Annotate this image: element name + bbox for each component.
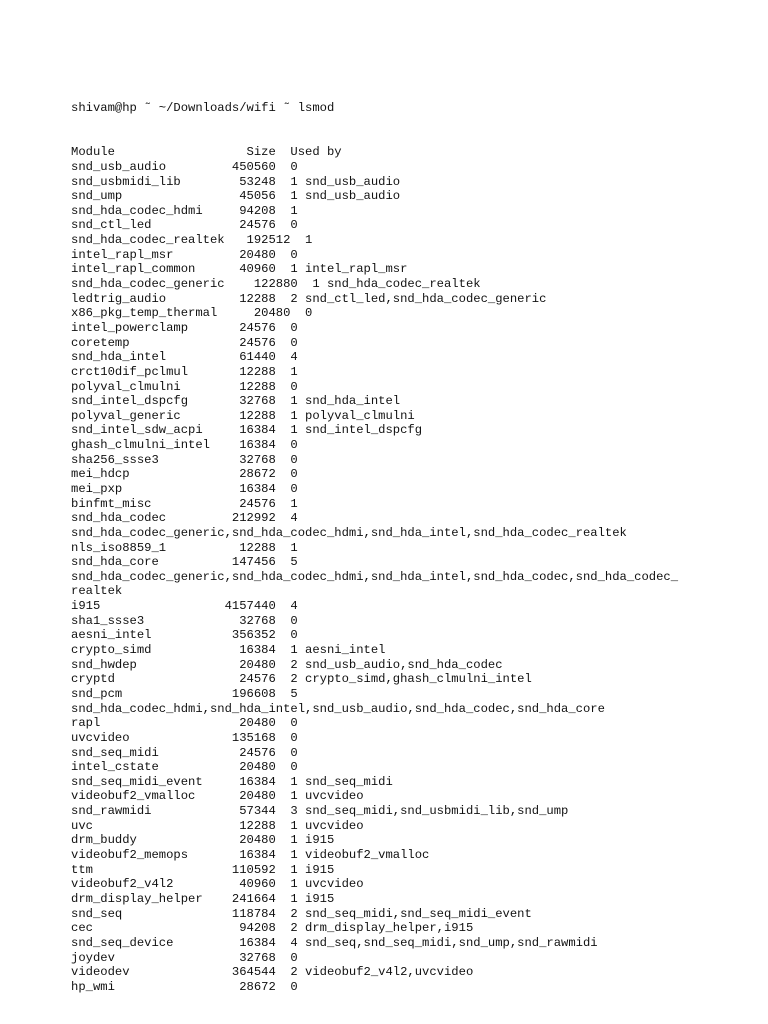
module-line: snd_hda_codec 212992 4 [71,511,298,526]
module-line: ledtrig_audio 12288 2 snd_ctl_led,snd_hda_codec_generic [71,291,547,306]
module-line: mei_hdcp 28672 0 [71,467,298,482]
module-line: aesni_intel 356352 0 [71,628,298,643]
module-line: sha256_ssse3 32768 0 [71,452,298,467]
module-line: snd_intel_dspcfg 32768 1 snd_hda_intel [71,394,401,409]
module-line: snd_hda_codec_hdmi 94208 1 [71,203,298,218]
module-line: snd_hda_codec_realtek 192512 1 [71,233,313,248]
module-line: ghash_clmulni_intel 16384 0 [71,438,298,453]
module-line: snd_hda_codec_hdmi,snd_hda_intel,snd_usb_audio,snd_hda_codec,snd_hda_core [71,701,605,716]
module-line: uvcvideo 135168 0 [71,730,298,745]
module-line: snd_usb_audio 450560 0 [71,159,298,174]
module-line: snd_seq_device 16384 4 snd_seq,snd_seq_midi,snd_ump,snd_rawmidi [71,935,598,950]
module-line: snd_ump 45056 1 snd_usb_audio [71,189,401,204]
module-line: polyval_clmulni 12288 0 [71,379,298,394]
module-line: cryptd 24576 2 crypto_simd,ghash_clmulni_intel [71,672,532,687]
module-line: crct10dif_pclmul 12288 1 [71,364,298,379]
module-line: hp_wmi 28672 0 [71,979,298,994]
module-line: joydev 32768 0 [71,950,298,965]
module-line: x86_pkg_temp_thermal 20480 0 [71,306,313,321]
module-line: realtek [71,584,123,599]
module-line: snd_usbmidi_lib 53248 1 snd_usb_audio [71,174,401,189]
module-line: intel_rapl_common 40960 1 intel_rapl_msr [71,262,408,277]
column-header-line: Module Size Used by [71,145,342,160]
module-line: snd_seq_midi 24576 0 [71,745,298,760]
terminal-output [71,72,751,1009]
module-line: sha1_ssse3 32768 0 [71,613,298,628]
module-line: uvc 12288 1 uvcvideo [71,818,364,833]
module-line: i915 4157440 4 [71,599,298,614]
module-line: snd_pcm 196608 5 [71,686,298,701]
module-line: ttm 110592 1 i915 [71,862,335,877]
module-line: snd_intel_sdw_acpi 16384 1 snd_intel_dspcfg [71,423,423,438]
module-line: videobuf2_v4l2 40960 1 uvcvideo [71,877,364,892]
module-line: snd_hda_codec_generic,snd_hda_codec_hdmi,snd_hda_intel,snd_hda_codec_realtek [71,525,627,540]
module-line: coretemp 24576 0 [71,335,298,350]
module-line: videobuf2_vmalloc 20480 1 uvcvideo [71,789,364,804]
module-line: videobuf2_memops 16384 1 videobuf2_vmalloc [71,848,430,863]
module-line: mei_pxp 16384 0 [71,482,298,496]
module-line: drm_buddy 20480 1 i915 [71,833,335,848]
module-line: cec 94208 2 drm_display_helper,i915 [71,921,474,936]
lsmod-output [71,145,751,994]
module-line: snd_seq 118784 2 snd_seq_midi,snd_seq_midi_event [71,906,532,921]
module-line: intel_cstate 20480 0 [71,760,298,775]
module-line: snd_seq_midi_event 16384 1 snd_seq_midi [71,774,393,789]
module-line: binfmt_misc 24576 1 [71,496,298,511]
module-line: snd_hwdep 20480 2 snd_usb_audio,snd_hda_codec [71,657,503,672]
module-line: videodev 364544 2 videobuf2_v4l2,uvcvideo [71,965,474,980]
module-line: rapl 20480 0 [71,716,298,731]
module-line: drm_display_helper 241664 1 i915 [71,891,335,906]
module-line: snd_hda_intel 61440 4 [71,350,298,365]
module-line: polyval_generic 12288 1 polyval_clmulni [71,408,415,423]
module-line: snd_rawmidi 57344 3 snd_seq_midi,snd_usbmidi_lib,snd_ump [71,804,569,819]
module-line: nls_iso8859_1 12288 1 [71,540,298,555]
command-prompt-line: shivam@hp ˜ ~/Downloads/wifi ˜ lsmod [71,101,335,116]
module-line: snd_ctl_led 24576 0 [71,218,298,233]
module-line: snd_hda_core 147456 5 [71,555,298,570]
module-line: crypto_simd 16384 1 aesni_intel [71,643,386,658]
module-line: intel_rapl_msr 20480 0 [71,247,298,262]
module-line: snd_hda_codec_generic 122880 1 snd_hda_codec_realtek [71,277,481,292]
module-line: snd_hda_codec_generic,snd_hda_codec_hdmi,snd_hda_intel,snd_hda_codec,snd_hda_codec_ [71,569,679,584]
module-line: intel_powerclamp 24576 0 [71,320,298,335]
